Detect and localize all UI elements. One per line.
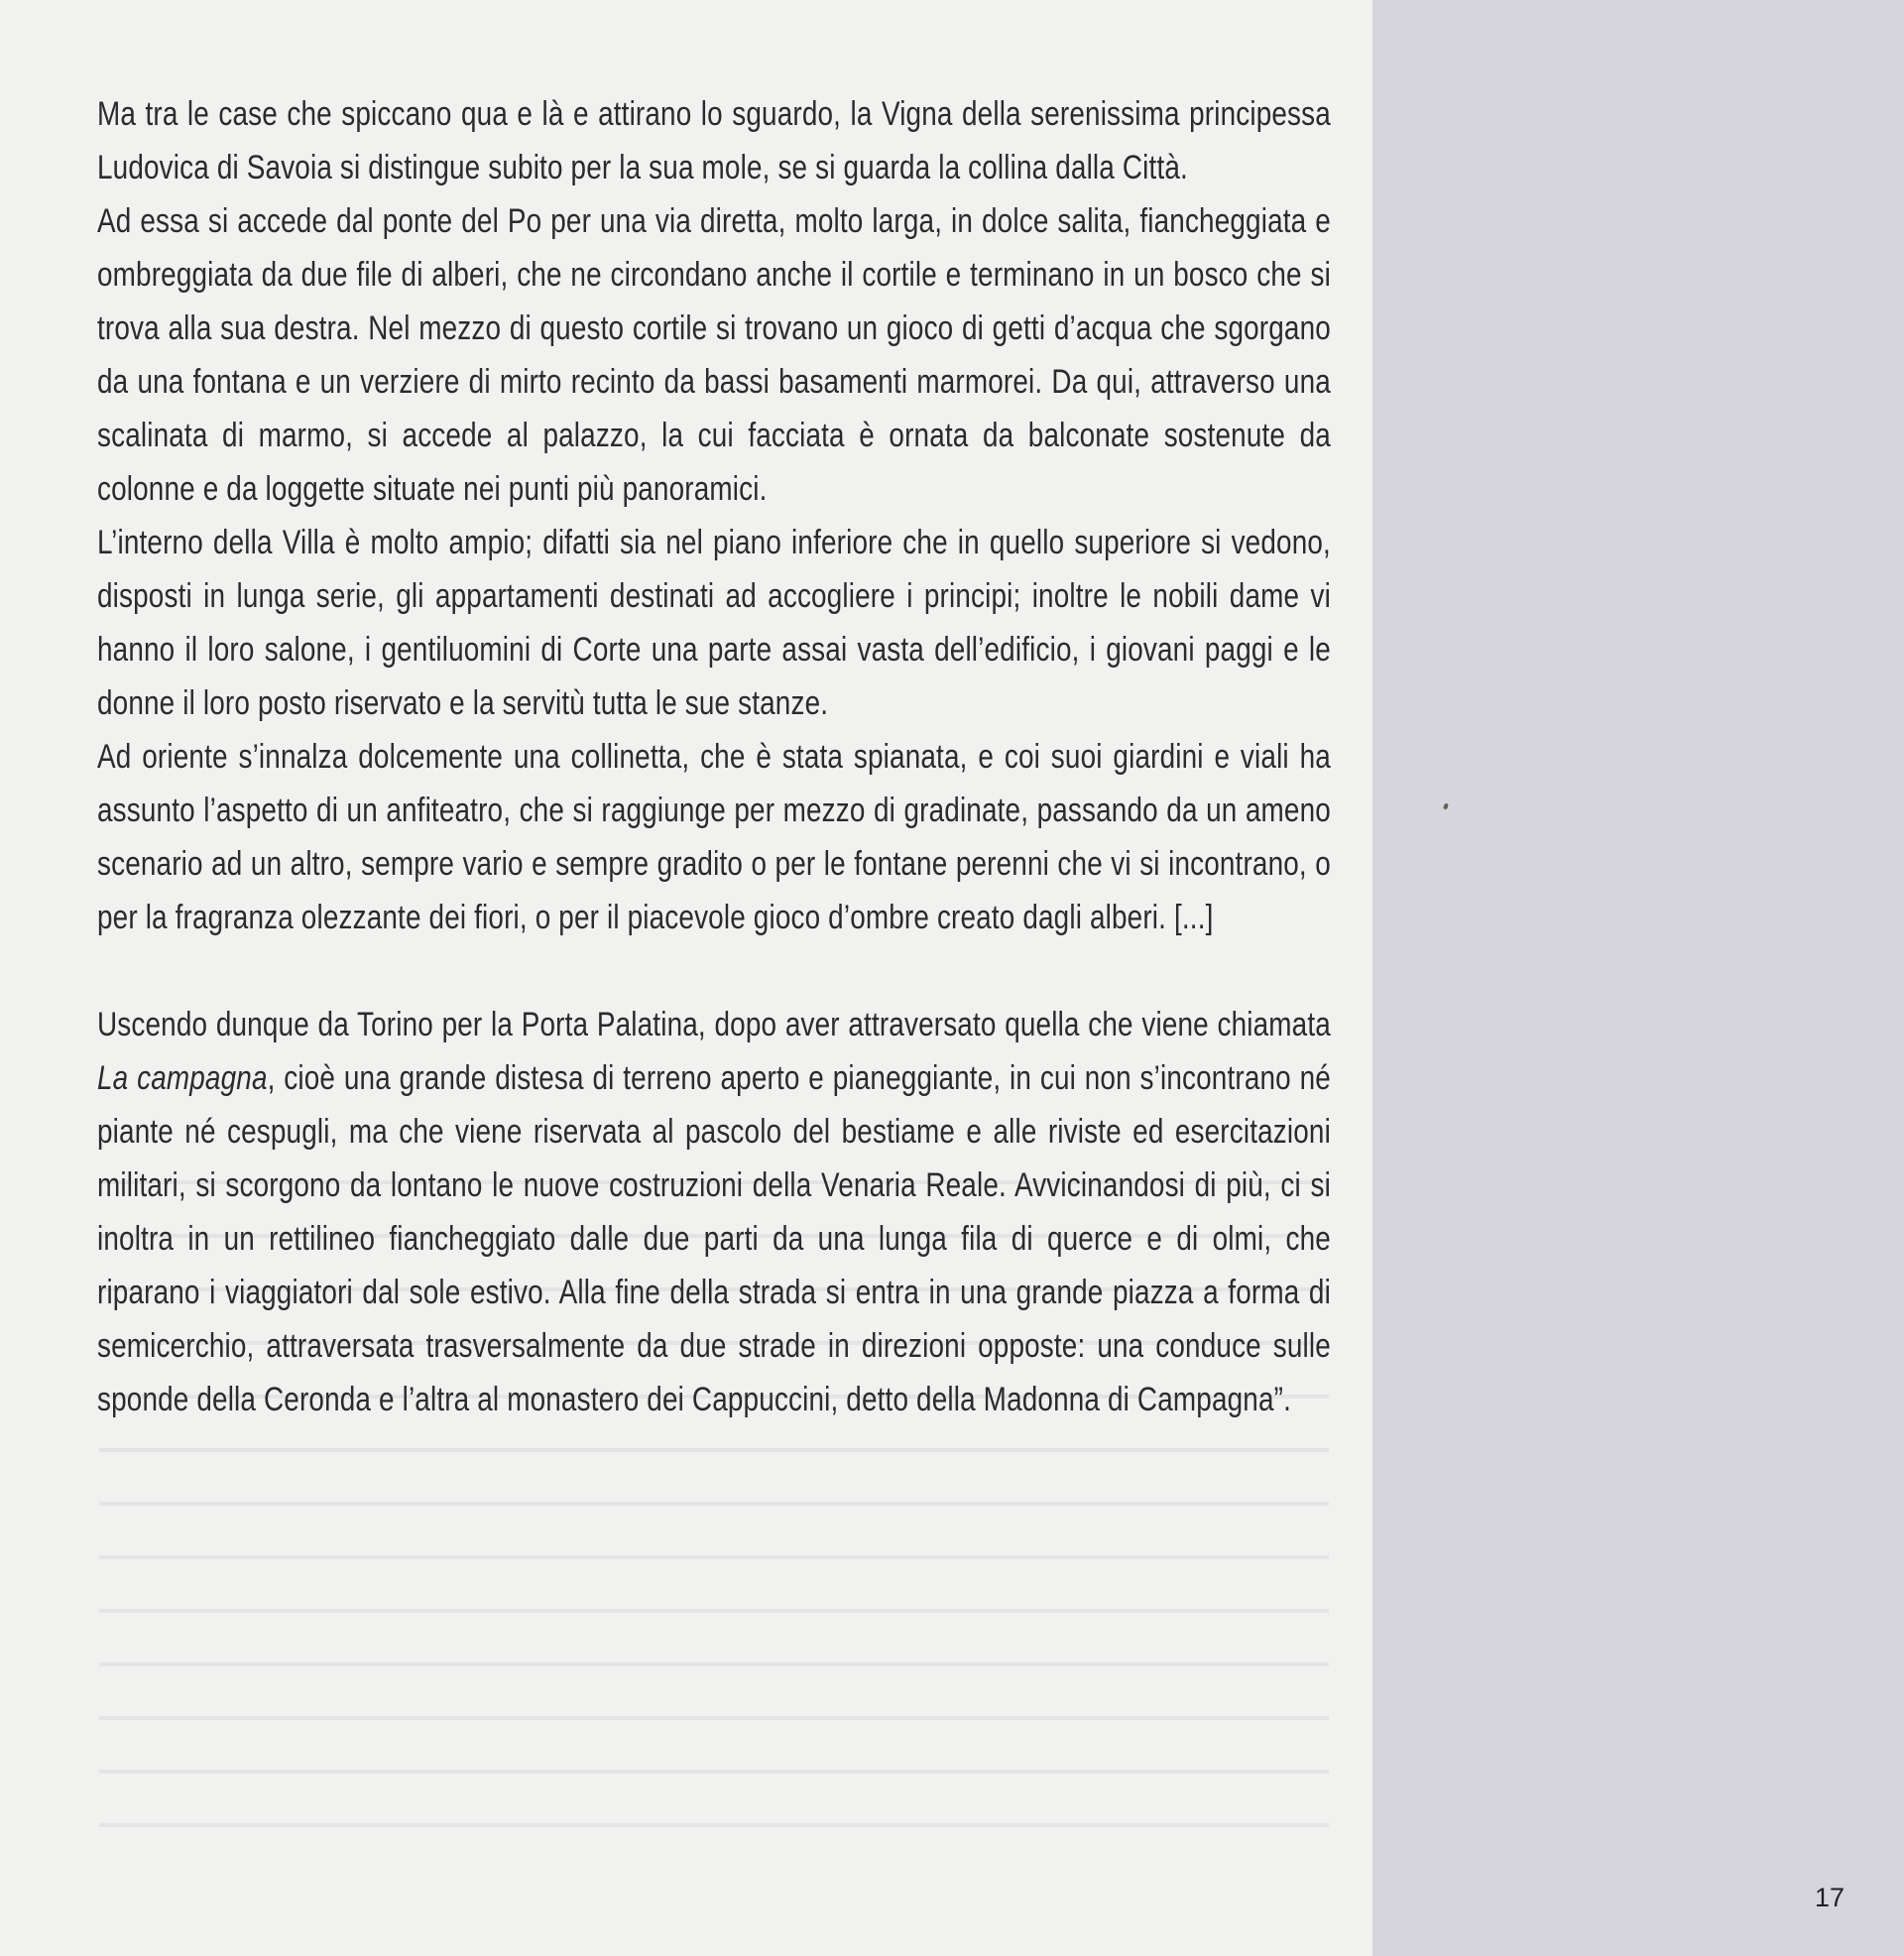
- paragraph-venaria-part2: , cioè una grande distesa di terreno aperto e pianeggiante, in cui non s’incontrano né piante né cespugli, ma che viene riservata al pascolo del bestiame e alle riviste ed esercitazioni militari, si scorgono da lontano le nuove costruzioni della Venaria Reale. Avvicinandosi di più, ci si inoltra in un rettilineo fiancheggiato dalle due parti da una lunga fila di querce e di olmi, che riparano i viaggiatori dal sole estivo. Alla fine della strada si entra in una grande piazza a forma di semicerchio, attraversata trasversalmente da due strade in direzioni opposte: una conduce sulle sponde della Ceronda e l’altra al monastero dei Cappuccini, detto della Madonna di Campagna”.: [97, 1059, 1331, 1418]
- italic-la-campagna: La campagna: [97, 1059, 268, 1097]
- page-number: 17: [1815, 1883, 1845, 1912]
- text-column: [97, 87, 1331, 1426]
- paragraph-villa-interior: L’interno della Villa è molto ampio; difatti sia nel piano inferiore che in quello superiore si vedono, disposti in lunga serie, gli appartamenti destinati ad accogliere i principi; inoltre le nobili dame vi hanno il loro salone, i gentiluomini di Corte una parte assai vasta dell’edificio, i giovani paggi e le donne il loro posto riservato e la servitù tutta le sue stanze.: [97, 524, 1331, 722]
- paragraph-venaria: [97, 998, 1331, 1426]
- paragraph-east-hill: Ad oriente s’innalza dolcemente una collinetta, che è stata spianata, e coi suoi giardini e viali ha assunto l’aspetto di un anfiteatro, che si raggiunge per mezzo di gradinate, passando da un ameno scenario ad un altro, sempre vario e sempre gradito o per le fontane perenni che vi si incontrano, o per la fragranza olezzante dei fiori, o per il piacevole gioco d’ombre creato dagli alberi. [...]: [97, 738, 1331, 936]
- paragraph-venaria-part1: Uscendo dunque da Torino per la Porta Palatina, dopo aver attraversato quella che viene chiamata: [97, 1006, 1331, 1043]
- paragraph-gap: [97, 944, 1331, 998]
- paragraph-vigna-intro: Ma tra le case che spiccano qua e là e attirano lo sguardo, la Vigna della serenissima principessa Ludovica di Savoia si distingue subito per la sua mole, se si guarda la collina dalla Città.: [97, 95, 1331, 186]
- paragraph-access-road: Ad essa si accede dal ponte del Po per una via diretta, molto larga, in dolce salita, fiancheggiata e ombreggiata da due file di alberi, che ne circondano anche il cortile e terminano in un bosco che si trova alla sua destra. Nel mezzo di questo cortile si trovano un gioco di getti d’acqua che sgorgano da una fontana e un verziere di mirto recinto da bassi basamenti marmorei. Da qui, attraverso una scalinata di marmo, si accede al palazzo, la cui facciata è ornata da balconate sostenute da colonne e da loggette situate nei punti più panoramici.: [97, 202, 1331, 508]
- right-margin-band: [1372, 0, 1904, 1956]
